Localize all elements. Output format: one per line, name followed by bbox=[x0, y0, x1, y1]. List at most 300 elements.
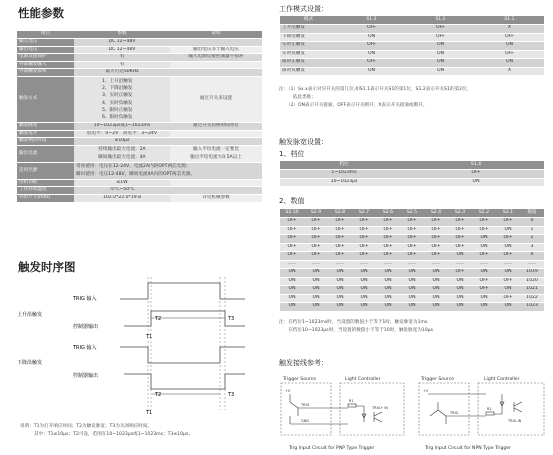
value-cell: OFF bbox=[472, 286, 496, 295]
value-row bbox=[280, 235, 544, 244]
timing-note-1: 说明：T1为打开响应时间；T2为触发脉宽；T3为关闭响应时间。 bbox=[20, 424, 153, 429]
value-cell: OFF bbox=[304, 252, 328, 261]
npn-r1-label: R1 bbox=[487, 407, 492, 411]
value-cell: ON bbox=[400, 277, 424, 286]
spec-key: 工作环境温度 bbox=[17, 187, 74, 195]
value-cell: 1022 bbox=[520, 294, 544, 303]
value-cell: ON bbox=[472, 243, 496, 252]
value-cell: OFF bbox=[496, 294, 520, 303]
gear-header-row bbox=[280, 161, 544, 170]
work-cell: ON bbox=[337, 50, 406, 59]
value-cell: ON bbox=[376, 269, 400, 278]
gear-header-cell: S1.4 bbox=[408, 161, 544, 170]
spec-desc bbox=[170, 39, 262, 47]
pnp-source-label: Trigger Source bbox=[283, 377, 317, 382]
spec-row bbox=[17, 187, 262, 195]
value-cell: ON bbox=[280, 269, 304, 278]
mode-line: 6、限时负触发 bbox=[102, 115, 133, 121]
fall-trig-wave bbox=[120, 347, 245, 363]
value-cell: ON bbox=[352, 294, 376, 303]
value-cell: ON bbox=[448, 277, 472, 286]
value-cell: OFF bbox=[472, 226, 496, 235]
out-line: 持续输出最大电流：2A bbox=[98, 147, 146, 153]
value-cell: 1021 bbox=[520, 286, 544, 295]
value-cell: ON bbox=[328, 294, 352, 303]
value-header-cell: 数值 bbox=[520, 209, 544, 218]
work-row bbox=[280, 33, 544, 42]
value-header-cell: S2.1 bbox=[496, 209, 520, 218]
value-cell: OFF bbox=[472, 218, 496, 227]
rise-trig-wave bbox=[120, 283, 245, 299]
fall-ctrl-wave bbox=[124, 374, 245, 389]
spec-value: 有 bbox=[74, 61, 170, 69]
spec-value: 低电平：0~2V 高电平：3~24V bbox=[74, 130, 170, 138]
value-cell: ON bbox=[400, 286, 424, 295]
rise-label: 上升沿触发 bbox=[17, 312, 43, 318]
work-cell: ON bbox=[337, 33, 406, 42]
spec-row bbox=[17, 195, 262, 203]
work-cell: ON bbox=[406, 67, 475, 76]
spec-value: DC 12~48V bbox=[74, 46, 170, 54]
value-cell: ON bbox=[328, 277, 352, 286]
value-cell: OFF bbox=[496, 235, 520, 244]
value-cell: ON bbox=[424, 286, 448, 295]
spec-value: 102.0*22.0*19.8 bbox=[74, 195, 170, 203]
gear-table bbox=[280, 161, 544, 187]
work-note-3: （2）ON表示开关接通，OFF表示开关断开，X表示开关接通或断开。 bbox=[279, 103, 428, 108]
work-header-cell: S1.2 bbox=[406, 16, 475, 25]
work-mode: 实时正触发 bbox=[280, 42, 337, 51]
value-cell: OFF bbox=[376, 235, 400, 244]
value-cell: OFF bbox=[472, 277, 496, 286]
value-cell: ON bbox=[376, 294, 400, 303]
spec-header-cell: 说明 bbox=[170, 31, 262, 39]
work-cell: ON bbox=[337, 67, 406, 76]
value-cell: …… bbox=[376, 260, 400, 269]
npn-trigin-label: TRIG-IN bbox=[508, 419, 522, 423]
npn-caption: Trig Input Circuit for NPN Type Trigger bbox=[425, 446, 512, 451]
value-row bbox=[280, 218, 544, 227]
npn-circuit bbox=[419, 376, 544, 451]
value-cell: ON bbox=[304, 286, 328, 295]
spec-header-cell: 项目 bbox=[17, 31, 74, 39]
value-cell: ON bbox=[472, 235, 496, 244]
spec-row bbox=[17, 61, 262, 69]
value-cell: OFF bbox=[328, 235, 352, 244]
value-header-cell: S2.6 bbox=[376, 209, 400, 218]
spec-value: ≤1W bbox=[74, 179, 170, 187]
value-cell: OFF bbox=[400, 235, 424, 244]
value-cell: ON bbox=[472, 294, 496, 303]
value-cell: …… bbox=[424, 260, 448, 269]
value-cell: OFF bbox=[328, 226, 352, 235]
work-mode: 下降沿触发 bbox=[280, 33, 337, 42]
value-cell: OFF bbox=[304, 243, 328, 252]
spec-value: ≤10μs bbox=[74, 138, 170, 146]
value-cell: ON bbox=[376, 277, 400, 286]
work-cell: ON bbox=[406, 42, 475, 51]
spec-key: 触发方式 bbox=[17, 77, 74, 123]
work-note-1: 注：（1）Sx.x表示对应开关的第几位,如S1.1表示开关S1的第1位，S1.2表示开关S1的第2位， bbox=[279, 87, 472, 92]
value-cell: …… bbox=[448, 260, 472, 269]
value-cell: OFF bbox=[376, 252, 400, 261]
value-cell: 4 bbox=[520, 252, 544, 261]
value-cell: 1019 bbox=[520, 269, 544, 278]
npn-v-label: +V bbox=[423, 389, 429, 393]
work-cell: ON bbox=[406, 59, 475, 68]
gear-row bbox=[280, 170, 544, 179]
gear-cell: OFF bbox=[408, 170, 544, 179]
value-row bbox=[280, 243, 544, 252]
value-cell: OFF bbox=[400, 226, 424, 235]
pulse-note-2: 在档位10~1023μs时，当设置的数值小于等于10时，触发脉宽为10μs. bbox=[279, 328, 435, 333]
spec-key: 触发电平 bbox=[17, 130, 74, 138]
value-cell: ON bbox=[304, 303, 328, 312]
mode-line: 2、下降沿触发 bbox=[102, 85, 133, 91]
trig-input-label: TRIG 输入 bbox=[73, 345, 97, 351]
value-cell: OFF bbox=[448, 226, 472, 235]
value-row bbox=[280, 269, 544, 278]
spec-row bbox=[17, 69, 262, 77]
spec-row bbox=[17, 39, 262, 47]
value-cell: ON bbox=[280, 286, 304, 295]
gear-cell: 10~1023μs bbox=[280, 178, 408, 187]
value-cell: …… bbox=[496, 260, 520, 269]
value-cell: OFF bbox=[376, 218, 400, 227]
value-cell: …… bbox=[400, 260, 424, 269]
gear-cell: ON bbox=[408, 178, 544, 187]
work-row bbox=[280, 59, 544, 68]
pnp-circuit bbox=[281, 376, 404, 451]
value-row bbox=[280, 260, 544, 269]
work-mode-table bbox=[280, 16, 544, 76]
rise-ctrl-wave bbox=[124, 311, 245, 326]
value-cell: ON bbox=[424, 294, 448, 303]
spec-desc bbox=[170, 69, 262, 77]
value-cell: ON bbox=[304, 294, 328, 303]
value-cell: OFF bbox=[448, 243, 472, 252]
out-line: 瞬间输出最大电流：4A bbox=[98, 154, 146, 160]
value-cell: OFF bbox=[400, 252, 424, 261]
spec-key: 待机功耗 bbox=[17, 179, 74, 187]
value-cell: 0 bbox=[520, 218, 544, 227]
work-cell: OFF bbox=[337, 25, 406, 34]
spec-row bbox=[17, 179, 262, 187]
lamp-line: 常亮使用：电压在12-24V，电流2A内的OPT两芯光源； bbox=[76, 164, 191, 170]
value-cell: ON bbox=[352, 277, 376, 286]
work-row bbox=[280, 25, 544, 34]
spec-desc: 通过开关切换时间单位 bbox=[170, 123, 262, 131]
value-cell: OFF bbox=[400, 243, 424, 252]
gear-header-cell: 档位 bbox=[280, 161, 408, 170]
spec-desc bbox=[170, 130, 262, 138]
value-cell: ON bbox=[496, 286, 520, 295]
value-cell: OFF bbox=[304, 235, 328, 244]
value-row bbox=[280, 252, 544, 261]
spec-value: -5°C~50°C bbox=[74, 187, 170, 195]
value-cell: ON bbox=[304, 269, 328, 278]
value-table bbox=[280, 209, 544, 312]
value-cell: OFF bbox=[496, 218, 520, 227]
value-cell: OFF bbox=[424, 226, 448, 235]
spec-desc: 输出电压等于输入电压 bbox=[170, 46, 262, 54]
value-cell: 1 bbox=[520, 226, 544, 235]
spec-value bbox=[74, 145, 170, 162]
value-header-cell: S2.7 bbox=[352, 209, 376, 218]
value-cell: …… bbox=[472, 260, 496, 269]
value-cell: OFF bbox=[352, 226, 376, 235]
value-cell: 1020 bbox=[520, 277, 544, 286]
mode-line: 5、限时正触发 bbox=[102, 107, 133, 113]
spec-value: 10~1023μs或1~1023ms bbox=[74, 123, 170, 131]
spec-value: 有 bbox=[74, 54, 170, 62]
value-cell: …… bbox=[280, 260, 304, 269]
value-cell: ON bbox=[472, 269, 496, 278]
value-cell: ON bbox=[496, 226, 520, 235]
gear-subtitle: 1、档位 bbox=[279, 150, 305, 158]
value-cell: OFF bbox=[496, 252, 520, 261]
value-cell: ON bbox=[328, 286, 352, 295]
t2-label: T2 bbox=[155, 392, 162, 398]
trig-input-label: TRIG 输入 bbox=[73, 296, 97, 302]
pulse-note-1: 注：在档位1~1023ms时，当设置的数值小于等于1时，触发脉宽为1ms. bbox=[279, 320, 429, 325]
lamp-line: 瞬闪使用：电压12-48V，瞬间电流4A内的OPT两芯光源。 bbox=[76, 171, 196, 177]
value-cell: OFF bbox=[280, 235, 304, 244]
work-cell: ON bbox=[475, 59, 544, 68]
spec-key: 适用光源 bbox=[17, 162, 74, 179]
spec-key: 输出电流 bbox=[17, 145, 74, 162]
spec-row-output-current bbox=[17, 145, 262, 162]
work-cell: OFF bbox=[475, 33, 544, 42]
spec-key: 外形尺寸(mm) bbox=[17, 195, 74, 203]
value-cell: 1023 bbox=[520, 303, 544, 312]
value-cell: OFF bbox=[304, 218, 328, 227]
value-cell: OFF bbox=[280, 218, 304, 227]
pnp-gnd-label: GND bbox=[301, 419, 310, 423]
value-cell: ON bbox=[400, 269, 424, 278]
value-cell: OFF bbox=[280, 243, 304, 252]
spec-value: 最大可达50KHz bbox=[74, 69, 170, 77]
spec-desc bbox=[170, 145, 262, 162]
spec-key: 外部触发频率 bbox=[17, 69, 74, 77]
spec-header-cell: 参数 bbox=[74, 31, 170, 39]
value-header-cell: S2.8 bbox=[328, 209, 352, 218]
value-cell: ON bbox=[448, 252, 472, 261]
spec-key: 输入电压 bbox=[17, 39, 74, 47]
value-row bbox=[280, 303, 544, 312]
spec-key: 触发响应时间 bbox=[17, 138, 74, 146]
value-cell: OFF bbox=[448, 218, 472, 227]
value-cell: ON bbox=[376, 303, 400, 312]
value-header-cell: S2.3 bbox=[448, 209, 472, 218]
value-cell: OFF bbox=[352, 218, 376, 227]
value-cell: OFF bbox=[304, 226, 328, 235]
value-header-cell: S2.2 bbox=[472, 209, 496, 218]
timing-title: 触发时序图 bbox=[18, 260, 76, 274]
mode-line: 4、实时负触发 bbox=[102, 100, 133, 106]
work-mode-title: 工作模式设置： bbox=[279, 5, 328, 13]
value-header-cell: S2.5 bbox=[400, 209, 424, 218]
value-cell: ON bbox=[496, 303, 520, 312]
value-cell: OFF bbox=[424, 235, 448, 244]
timing-note-2: 其中：T1≤10μs；T2可设，范围在10~1023μs或1~1023ms；T3≤10μs。 bbox=[34, 432, 193, 437]
work-mode: 实时负触发 bbox=[280, 50, 337, 59]
pnp-caption: Trig Input Circuit for PNP Type Trigger bbox=[289, 446, 375, 451]
value-cell: OFF bbox=[424, 243, 448, 252]
wiring-title: 触发接线参考： bbox=[279, 359, 328, 367]
value-cell: ON bbox=[304, 277, 328, 286]
t3-label: T3 bbox=[228, 316, 235, 322]
spec-row bbox=[17, 54, 262, 62]
spec-desc bbox=[170, 187, 262, 195]
spec-key: 电源反接保护 bbox=[17, 54, 74, 62]
value-row bbox=[280, 226, 544, 235]
mode-line: 3、实时正触发 bbox=[102, 93, 133, 99]
npn-source-label: Trigger Source bbox=[421, 377, 455, 382]
value-row bbox=[280, 294, 544, 303]
work-header-cell: S1.1 bbox=[475, 16, 544, 25]
value-cell: OFF bbox=[328, 243, 352, 252]
work-cell: OFF bbox=[337, 59, 406, 68]
gear-cell: 1~1023ms bbox=[280, 170, 408, 179]
value-cell: OFF bbox=[448, 269, 472, 278]
value-header-cell: S2.10 bbox=[280, 209, 304, 218]
value-row bbox=[280, 277, 544, 286]
spec-value-modes bbox=[74, 77, 170, 123]
value-cell: …… bbox=[520, 260, 544, 269]
value-cell: ON bbox=[448, 294, 472, 303]
spec-key: 外部触发输入 bbox=[17, 61, 74, 69]
spec-row bbox=[17, 46, 262, 54]
work-header-cell: 模式 bbox=[280, 16, 337, 25]
value-cell: OFF bbox=[424, 252, 448, 261]
value-cell: OFF bbox=[376, 226, 400, 235]
npn-controller-label: Light Controller bbox=[484, 377, 520, 382]
work-mode: 限时正触发 bbox=[280, 59, 337, 68]
value-cell: OFF bbox=[280, 226, 304, 235]
spec-desc bbox=[170, 61, 262, 69]
work-header-row bbox=[280, 16, 544, 25]
spec-desc bbox=[170, 138, 262, 146]
value-cell: ON bbox=[352, 303, 376, 312]
value-subtitle: 2、数值 bbox=[279, 197, 305, 205]
work-cell: ON bbox=[406, 50, 475, 59]
spec-table bbox=[17, 31, 262, 203]
spec-row bbox=[17, 130, 262, 138]
value-cell: OFF bbox=[352, 243, 376, 252]
ctrl-output-label: 控制器输出 bbox=[73, 373, 99, 379]
value-row bbox=[280, 286, 544, 295]
value-cell: 2 bbox=[520, 235, 544, 244]
value-cell: OFF bbox=[496, 277, 520, 286]
value-cell: OFF bbox=[352, 235, 376, 244]
spec-row bbox=[17, 138, 262, 146]
timing-diagram bbox=[0, 270, 265, 435]
value-cell: OFF bbox=[376, 243, 400, 252]
value-cell: …… bbox=[352, 260, 376, 269]
work-cell: X bbox=[475, 25, 544, 34]
pnp-v-label: +V bbox=[285, 389, 291, 393]
value-cell: ON bbox=[472, 303, 496, 312]
value-cell: OFF bbox=[328, 218, 352, 227]
pnp-r1-label: R1 bbox=[349, 399, 354, 403]
gear-row bbox=[280, 178, 544, 187]
perf-title: 性能参数 bbox=[18, 6, 64, 20]
value-cell: OFF bbox=[448, 235, 472, 244]
pnp-trig-label: TRIG bbox=[301, 403, 310, 407]
work-cell: OFF bbox=[406, 33, 475, 42]
npn-trig-label: TRIG bbox=[450, 411, 459, 415]
value-cell: ON bbox=[280, 294, 304, 303]
value-cell: …… bbox=[328, 260, 352, 269]
spec-value: DC 12~48V bbox=[74, 39, 170, 47]
value-cell: ON bbox=[280, 303, 304, 312]
value-cell: ON bbox=[496, 269, 520, 278]
spec-desc: 通过开关来设置 bbox=[170, 77, 262, 123]
fall-label: 下降沿触发 bbox=[17, 360, 43, 366]
work-cell: ON bbox=[475, 42, 544, 51]
spec-desc bbox=[170, 179, 262, 187]
spec-value bbox=[74, 162, 262, 179]
value-cell: …… bbox=[304, 260, 328, 269]
work-header-cell: S1.3 bbox=[337, 16, 406, 25]
value-cell: ON bbox=[328, 269, 352, 278]
pnp-sig-label: TRIG+ IN bbox=[372, 406, 389, 410]
t1-label: T1 bbox=[146, 334, 153, 340]
value-cell: ON bbox=[448, 303, 472, 312]
value-header-cell: S2.4 bbox=[424, 209, 448, 218]
work-row bbox=[280, 67, 544, 76]
spec-key: 输出电压 bbox=[17, 46, 74, 54]
value-cell: ON bbox=[496, 243, 520, 252]
spec-row bbox=[17, 123, 262, 131]
work-cell: OFF bbox=[337, 42, 406, 51]
spec-row-light-source bbox=[17, 162, 262, 179]
value-cell: OFF bbox=[328, 252, 352, 261]
value-cell: ON bbox=[376, 286, 400, 295]
value-cell: ON bbox=[400, 294, 424, 303]
value-header-cell: S2.9 bbox=[304, 209, 328, 218]
spec-desc: 详见机械参数 bbox=[170, 195, 262, 203]
work-mode: 限时负触发 bbox=[280, 67, 337, 76]
pnp-controller-label: Light Controller bbox=[345, 377, 381, 382]
value-cell: ON bbox=[424, 269, 448, 278]
pulse-title: 触发脉宽设置： bbox=[279, 138, 328, 146]
value-header-row bbox=[280, 209, 544, 218]
value-cell: OFF bbox=[400, 218, 424, 227]
value-cell: 3 bbox=[520, 243, 544, 252]
ctrl-output-label: 控制器输出 bbox=[73, 324, 99, 330]
value-cell: ON bbox=[400, 303, 424, 312]
t2-label: T2 bbox=[155, 316, 162, 322]
spec-key: 触发脉宽 bbox=[17, 123, 74, 131]
work-cell: OFF bbox=[406, 25, 475, 34]
t1-label: T1 bbox=[146, 410, 153, 416]
value-cell: OFF bbox=[352, 252, 376, 261]
value-cell: ON bbox=[352, 286, 376, 295]
work-note-2: 依此类推； bbox=[279, 95, 316, 100]
value-cell: ON bbox=[352, 269, 376, 278]
work-mode: 上升沿触发 bbox=[280, 25, 337, 34]
value-cell: ON bbox=[424, 303, 448, 312]
value-cell: OFF bbox=[280, 252, 304, 261]
spec-row-trigger-mode bbox=[17, 77, 262, 123]
t3-label: T3 bbox=[228, 392, 235, 398]
value-cell: ON bbox=[328, 303, 352, 312]
work-row bbox=[280, 50, 544, 59]
work-row bbox=[280, 42, 544, 51]
out-desc-line: 输入平均电流一定要比 bbox=[193, 147, 239, 153]
